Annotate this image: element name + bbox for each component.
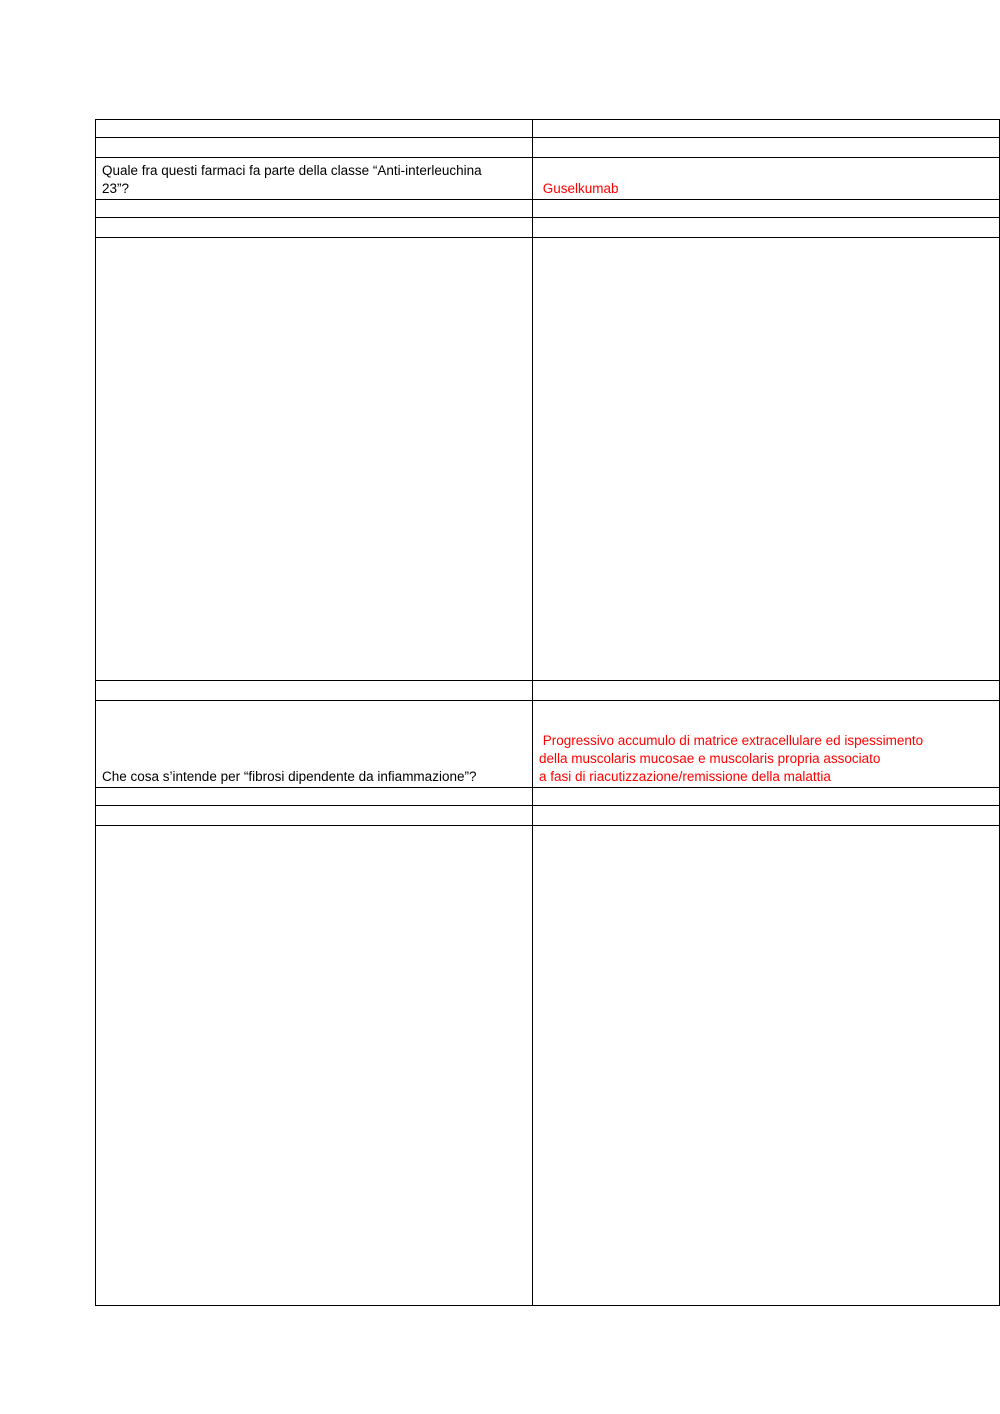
question-cell-2 — [96, 701, 533, 788]
answer-cell-2 — [533, 701, 1000, 788]
question-row-1 — [96, 158, 1000, 200]
question-row-2 — [96, 701, 1000, 788]
empty-cell — [96, 138, 533, 158]
question-1-line-1: Quale fra questi farmaci fa parte della classe “Anti-interleuchina — [102, 163, 482, 178]
empty-row — [96, 806, 1000, 826]
question-1-line-2: 23”? — [102, 181, 130, 196]
question-2-line-1: Che cosa s’intende per “fibrosi dipendente da infiammazione”? — [102, 769, 477, 784]
answer-2-line-2: della muscolaris mucosae e muscolaris propria associato — [539, 751, 881, 766]
empty-cell — [96, 806, 533, 826]
answer-cell-1 — [533, 158, 1000, 200]
empty-cell — [96, 120, 533, 138]
empty-cell — [96, 238, 533, 681]
empty-cell — [533, 788, 1000, 806]
empty-row — [96, 120, 1000, 138]
empty-cell — [533, 238, 1000, 681]
empty-cell — [533, 138, 1000, 158]
answer-2-line-1: Progressivo accumulo di matrice extracellulare ed ispessimento — [539, 733, 924, 748]
empty-cell — [96, 218, 533, 238]
answer-2-line-3: a fasi di riacutizzazione/remissione della malattia — [539, 769, 831, 784]
question-cell-1 — [96, 158, 533, 200]
empty-cell — [533, 806, 1000, 826]
empty-row — [96, 788, 1000, 806]
empty-cell — [533, 120, 1000, 138]
empty-row — [96, 218, 1000, 238]
empty-row — [96, 681, 1000, 701]
empty-row — [96, 138, 1000, 158]
empty-cell — [533, 826, 1000, 1306]
empty-row-tall — [96, 238, 1000, 681]
empty-cell — [533, 681, 1000, 701]
empty-cell — [533, 218, 1000, 238]
empty-cell — [96, 681, 533, 701]
answer-1-line-1: Guselkumab — [539, 181, 619, 196]
empty-cell — [96, 788, 533, 806]
quiz-table — [95, 119, 1000, 1306]
empty-cell — [96, 826, 533, 1306]
empty-row-tall — [96, 826, 1000, 1306]
empty-cell — [96, 200, 533, 218]
empty-row — [96, 200, 1000, 218]
empty-cell — [533, 200, 1000, 218]
